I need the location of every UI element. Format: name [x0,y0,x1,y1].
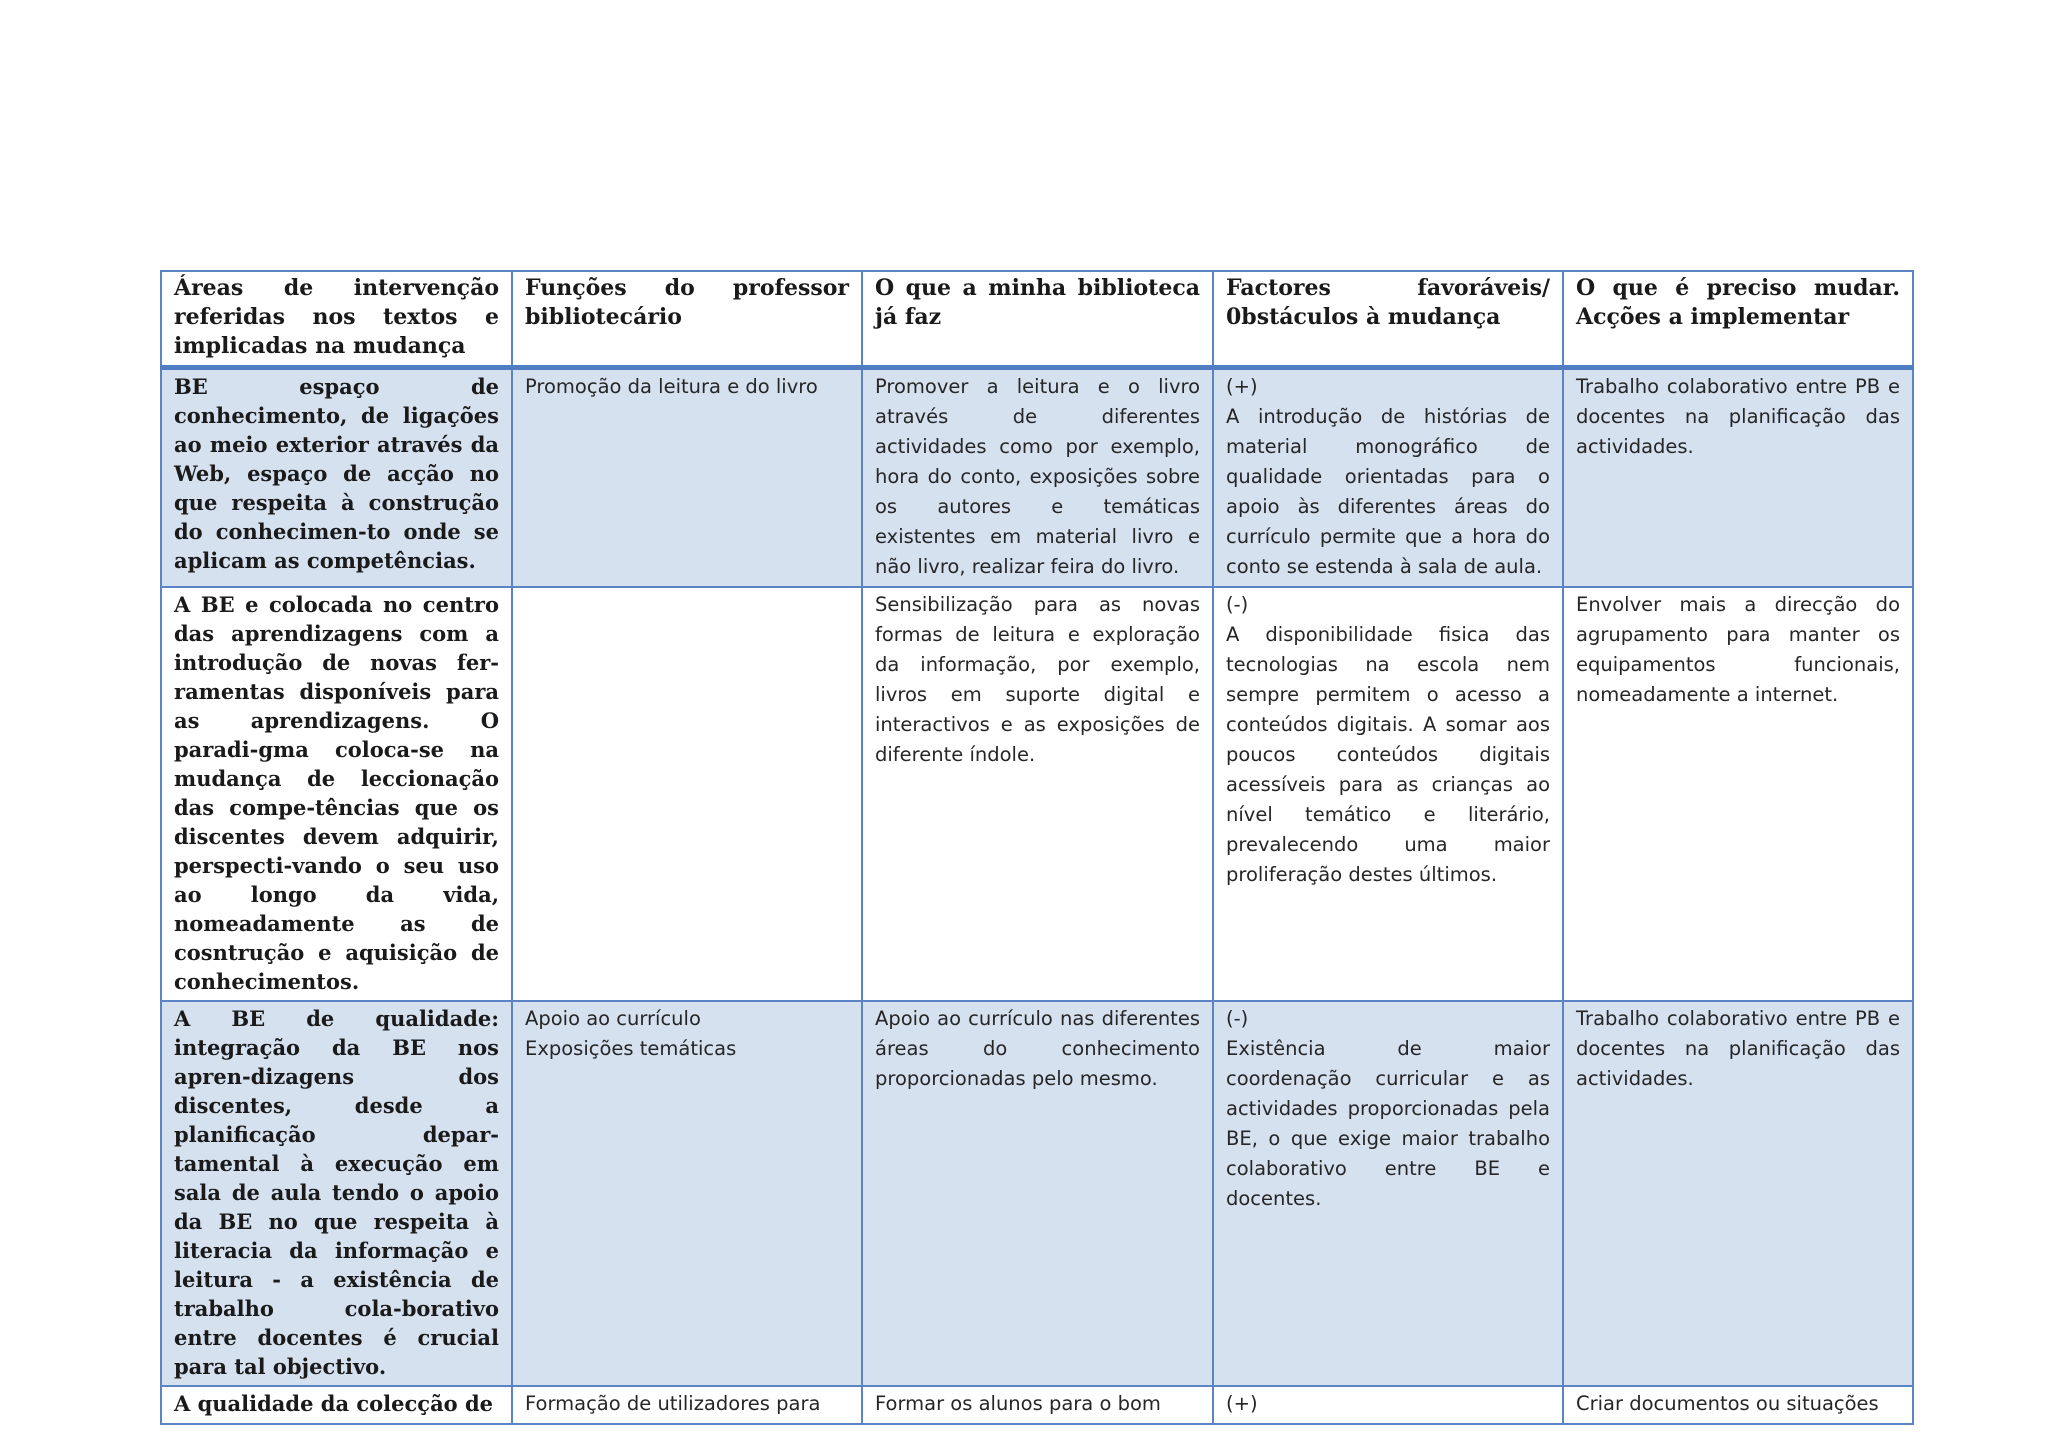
header-areas: Áreas de intervenção referidas nos textos e implicadas na mudança [161,271,512,368]
header-factores: Factores favoráveis/ 0bstáculos à mudança [1213,271,1563,368]
cell-funcoes [512,1001,862,1386]
cell-mudar: Envolver mais a direcção do agrupamento para manter os equipamentos funcionais, nomeadamente a internet. [1563,587,1913,1001]
cell-funcoes [512,1386,862,1424]
cell-factores [1213,587,1563,1001]
cell-area: A qualidade da colecção de [161,1386,512,1424]
cell-mudar: Criar documentos ou situações [1563,1386,1913,1424]
cell-factores [1213,1001,1563,1386]
table-row [161,368,1913,588]
cell-funcoes [512,368,862,588]
factores-sign: (-) [1226,593,1249,616]
cell-funcoes [512,587,862,1001]
cell-mudar: Trabalho colaborativo entre PB e docentes na planificação das actividades. [1563,368,1913,588]
factores-text: A disponibilidade fisica das tecnologias na escola nem sempre permitem o acesso a conteúdos digitais. A somar aos poucos conteúdos digitais acessíveis para as crianças ao nível temático e literário, prevalecendo uma maior proliferação destes últimos. [1226,623,1550,886]
factores-sign: (+) [1226,1392,1258,1415]
factores-sign: (+) [1226,375,1258,398]
table-row [161,1386,1913,1424]
planning-table [160,270,1914,1425]
cell-factores [1213,1386,1563,1424]
factores-sign: (-) [1226,1007,1249,1030]
cell-ja-faz: Formar os alunos para o bom [862,1386,1213,1424]
header-ja-faz: O que a minha biblioteca já faz [862,271,1213,368]
table-row [161,587,1913,1001]
cell-area: A BE de qualidade: integração da BE nos apren-dizagens dos discentes, desde a planificação depar-tamental à execução em sala de aula tendo o apoio da BE no que respeita à literacia da informação e leitura - a existência de trabalho cola-borativo entre docentes é crucial para tal objectivo. [161,1001,512,1386]
header-funcoes: Funções do professor bibliotecário [512,271,862,368]
table-header-row [161,271,1913,368]
factores-text: A introdução de histórias de material monográfico de qualidade orientadas para o apoio às diferentes áreas do currículo permite que a hora do conto se estenda à sala de aula. [1226,405,1550,578]
cell-ja-faz: Apoio ao currículo nas diferentes áreas do conhecimento proporcionadas pelo mesmo. [862,1001,1213,1386]
cell-area: A BE e colocada no centro das aprendizagens com a introdução de novas fer-ramentas disponíveis para as aprendizagens. O paradi-gma coloca-se na mudança de leccionação das compe-tências que os discentes devem adquirir, perspecti-vando o seu uso ao longo da vida, nomeadamente as de cosntrução e aquisição de conhecimentos. [161,587,512,1001]
cell-area: BE espaço de conhecimento, de ligações ao meio exterior através da Web, espaço de acção no que respeita à construção do conhecimen-to onde se aplicam as competências. [161,368,512,588]
funcao-item: Apoio ao currículo [525,1007,701,1030]
factores-text: Existência de maior coordenação curricular e as actividades proporcionadas pela BE, o que exige maior trabalho colaborativo entre BE e docentes. [1226,1037,1550,1210]
cell-mudar: Trabalho colaborativo entre PB e docentes na planificação das actividades. [1563,1001,1913,1386]
funcao-item: Exposições temáticas [525,1037,737,1060]
header-mudar: O que é preciso mudar. Acções a implementar [1563,271,1913,368]
cell-factores [1213,368,1563,588]
table-row [161,1001,1913,1386]
funcao-item: Promoção da leitura e do livro [525,375,818,398]
cell-ja-faz: Sensibilização para as novas formas de leitura e exploração da informação, por exemplo, livros em suporte digital e interactivos e as exposições de diferente índole. [862,587,1213,1001]
cell-ja-faz: Promover a leitura e o livro através de diferentes actividades como por exemplo, hora do conto, exposições sobre os autores e temáticas existentes em material livro e não livro, realizar feira do livro. [862,368,1213,588]
funcao-item: Formação de utilizadores para [525,1392,821,1415]
